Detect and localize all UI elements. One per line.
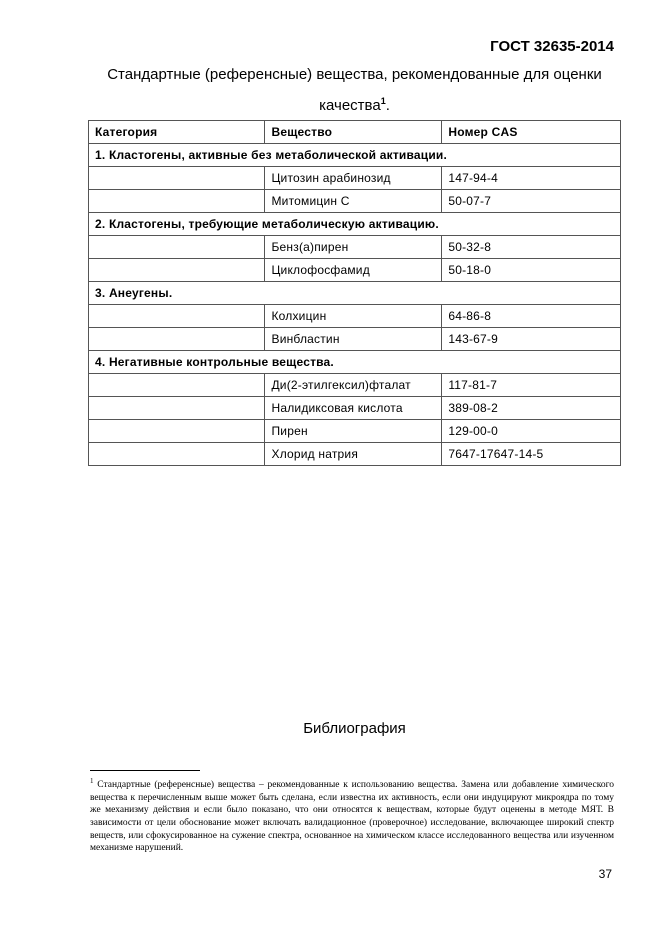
table-row <box>89 328 621 351</box>
group-label: 1. Кластогены, активные без метаболической активации. <box>89 144 621 167</box>
cas-cell: 147-94-4 <box>442 167 621 190</box>
substance-cell: Пирен <box>265 420 442 443</box>
category-cell <box>89 236 265 259</box>
cas-cell: 50-32-8 <box>442 236 621 259</box>
table-row <box>89 236 621 259</box>
header-category: Категория <box>89 121 265 144</box>
reference-substances-table <box>88 120 621 466</box>
table-row <box>89 167 621 190</box>
category-cell <box>89 305 265 328</box>
category-cell <box>89 190 265 213</box>
substance-cell: Бенз(а)пирен <box>265 236 442 259</box>
title-trailing-dot: . <box>385 97 390 114</box>
table-row <box>89 374 621 397</box>
document-title <box>88 61 621 119</box>
table-row <box>89 397 621 420</box>
category-cell <box>89 420 265 443</box>
footnote-separator <box>90 770 200 771</box>
table-row <box>89 420 621 443</box>
category-cell <box>89 374 265 397</box>
substance-cell: Винбластин <box>265 328 442 351</box>
footnote-mark: 1 <box>90 777 94 785</box>
category-cell <box>89 259 265 282</box>
standard-code: ГОСТ 32635-2014 <box>490 38 614 55</box>
table-header-row <box>89 121 621 144</box>
header-cas: Номер CAS <box>442 121 621 144</box>
category-cell <box>89 167 265 190</box>
cas-cell: 143-67-9 <box>442 328 621 351</box>
category-cell <box>89 328 265 351</box>
substance-cell: Ди(2-этилгексил)фталат <box>265 374 442 397</box>
table-row <box>89 305 621 328</box>
table-row <box>89 443 621 466</box>
group-label: 2. Кластогены, требующие метаболическую активацию. <box>89 213 621 236</box>
table-row <box>89 190 621 213</box>
group-label: 4. Негативные контрольные вещества. <box>89 351 621 374</box>
title-text: Стандартные (референсные) вещества, рекомендованные для оценки качества <box>107 66 602 114</box>
substance-cell: Хлорид натрия <box>265 443 442 466</box>
footnote <box>90 775 614 855</box>
group-label: 3. Анеугены. <box>89 282 621 305</box>
cas-cell: 50-18-0 <box>442 259 621 282</box>
substance-cell: Налидиксовая кислота <box>265 397 442 420</box>
group-row <box>89 213 621 236</box>
category-cell <box>89 397 265 420</box>
substance-cell: Митомицин С <box>265 190 442 213</box>
group-row <box>89 351 621 374</box>
group-row <box>89 282 621 305</box>
page-number: 37 <box>598 867 612 881</box>
cas-cell: 64-86-8 <box>442 305 621 328</box>
substance-cell: Цитозин арабинозид <box>265 167 442 190</box>
cas-cell: 7647-17647-14-5 <box>442 443 621 466</box>
header-substance: Вещество <box>265 121 442 144</box>
cas-cell: 129-00-0 <box>442 420 621 443</box>
cas-cell: 389-08-2 <box>442 397 621 420</box>
cas-cell: 50-07-7 <box>442 190 621 213</box>
title-footnote-mark: 1 <box>380 96 386 106</box>
bibliography-heading: Библиография <box>303 720 406 737</box>
substance-cell: Циклофосфамид <box>265 259 442 282</box>
footnote-text: Стандартные (референсные) вещества – рекомендованные к использованию вещества. Замена или добавление химического вещества к перечисленным выше может быть сделана, если известна их активность, если они индуцируют микроядра по тому же механизму действия и если было показано, что они относятся к веществам, которые будут оценены в методе МЯТ. В зависимости от цели обоснование может включать валидационное (проверочное) исследование, включающее широкий спектр веществ, или сфокусированное на сужение спектра, основанное на химическом классе исследованного вещества или изученном механизме нарушений. <box>90 780 614 854</box>
substance-cell: Колхицин <box>265 305 442 328</box>
category-cell <box>89 443 265 466</box>
table-row <box>89 259 621 282</box>
group-row <box>89 144 621 167</box>
cas-cell: 117-81-7 <box>442 374 621 397</box>
